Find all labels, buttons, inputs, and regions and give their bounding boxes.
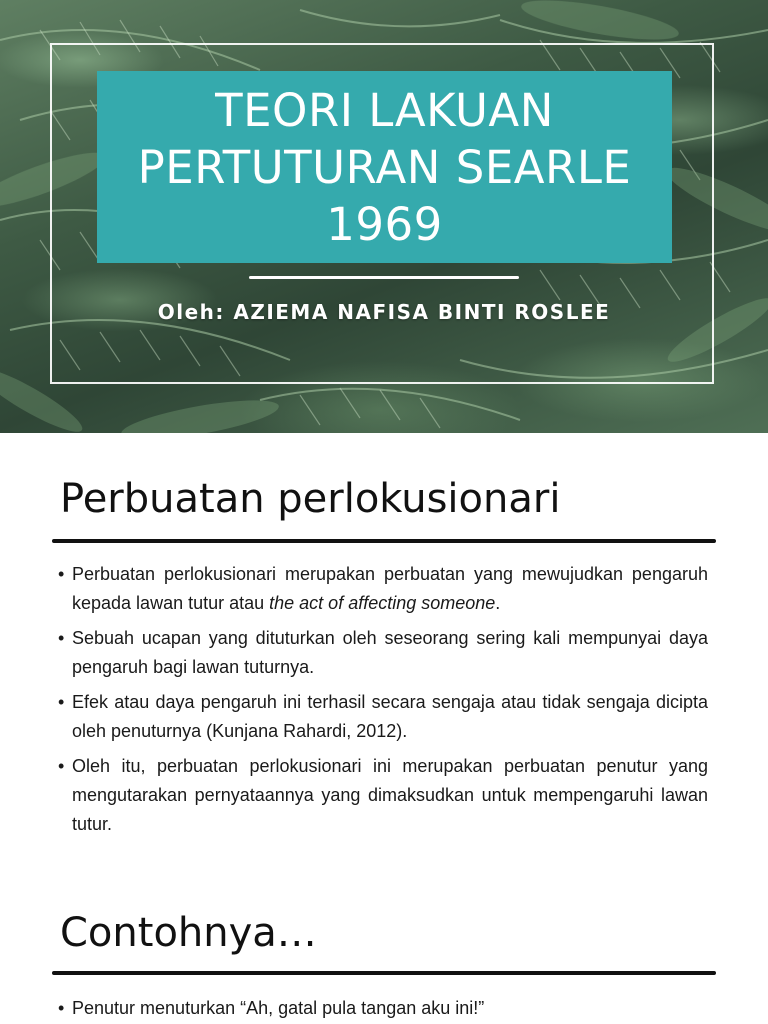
bullet-text: Oleh itu, perbuatan perlokusionari ini merupakan perbuatan penutur yang mengutarakan pernyataannya yang dimaksudkan untuk mempengaruhi lawan tutur. [72,756,708,834]
bullet-list-contohnya [58,994,708,1023]
title-line-1: TEORI LAKUAN [215,83,554,137]
list-item [58,624,708,682]
title-divider [249,276,519,279]
bullet-text: Sebuah ucapan yang dituturkan oleh seseorang sering kali mempunyai daya pengaruh bagi lawan tuturnya. [72,628,708,677]
title-line-2: PERTUTURAN SEARLE [137,140,632,194]
heading-rule [52,539,716,543]
title-box [97,71,672,263]
section-heading-perlokusionari: Perbuatan perlokusionari [60,476,561,522]
bullet-text: Penutur menuturkan “Ah, gatal pula tangan aku ini!” [72,998,485,1018]
bullet-italic-text: the act of affecting someone [269,593,496,613]
bullet-text: Perbuatan perlokusionari merupakan perbuatan yang mewujudkan pengaruh kepada lawan tutur atau [72,564,708,613]
list-item [58,752,708,839]
bullet-text: Efek atau daya pengaruh ini terhasil secara sengaja atau tidak sengaja dicipta oleh penuturnya (Kunjana Rahardi, 2012). [72,692,708,741]
author-line: Oleh: AZIEMA NAFISA BINTI ROSLEE [157,300,611,324]
heading-rule [52,971,716,975]
list-item [58,560,708,618]
list-item [58,688,708,746]
list-item [58,994,708,1023]
title-slide [0,0,768,433]
section-heading-contohnya: Contohnya… [60,910,317,956]
bullet-text-end: . [495,593,501,613]
bullet-list-perlokusionari [58,560,708,839]
title-line-3: 1969 [326,197,443,251]
